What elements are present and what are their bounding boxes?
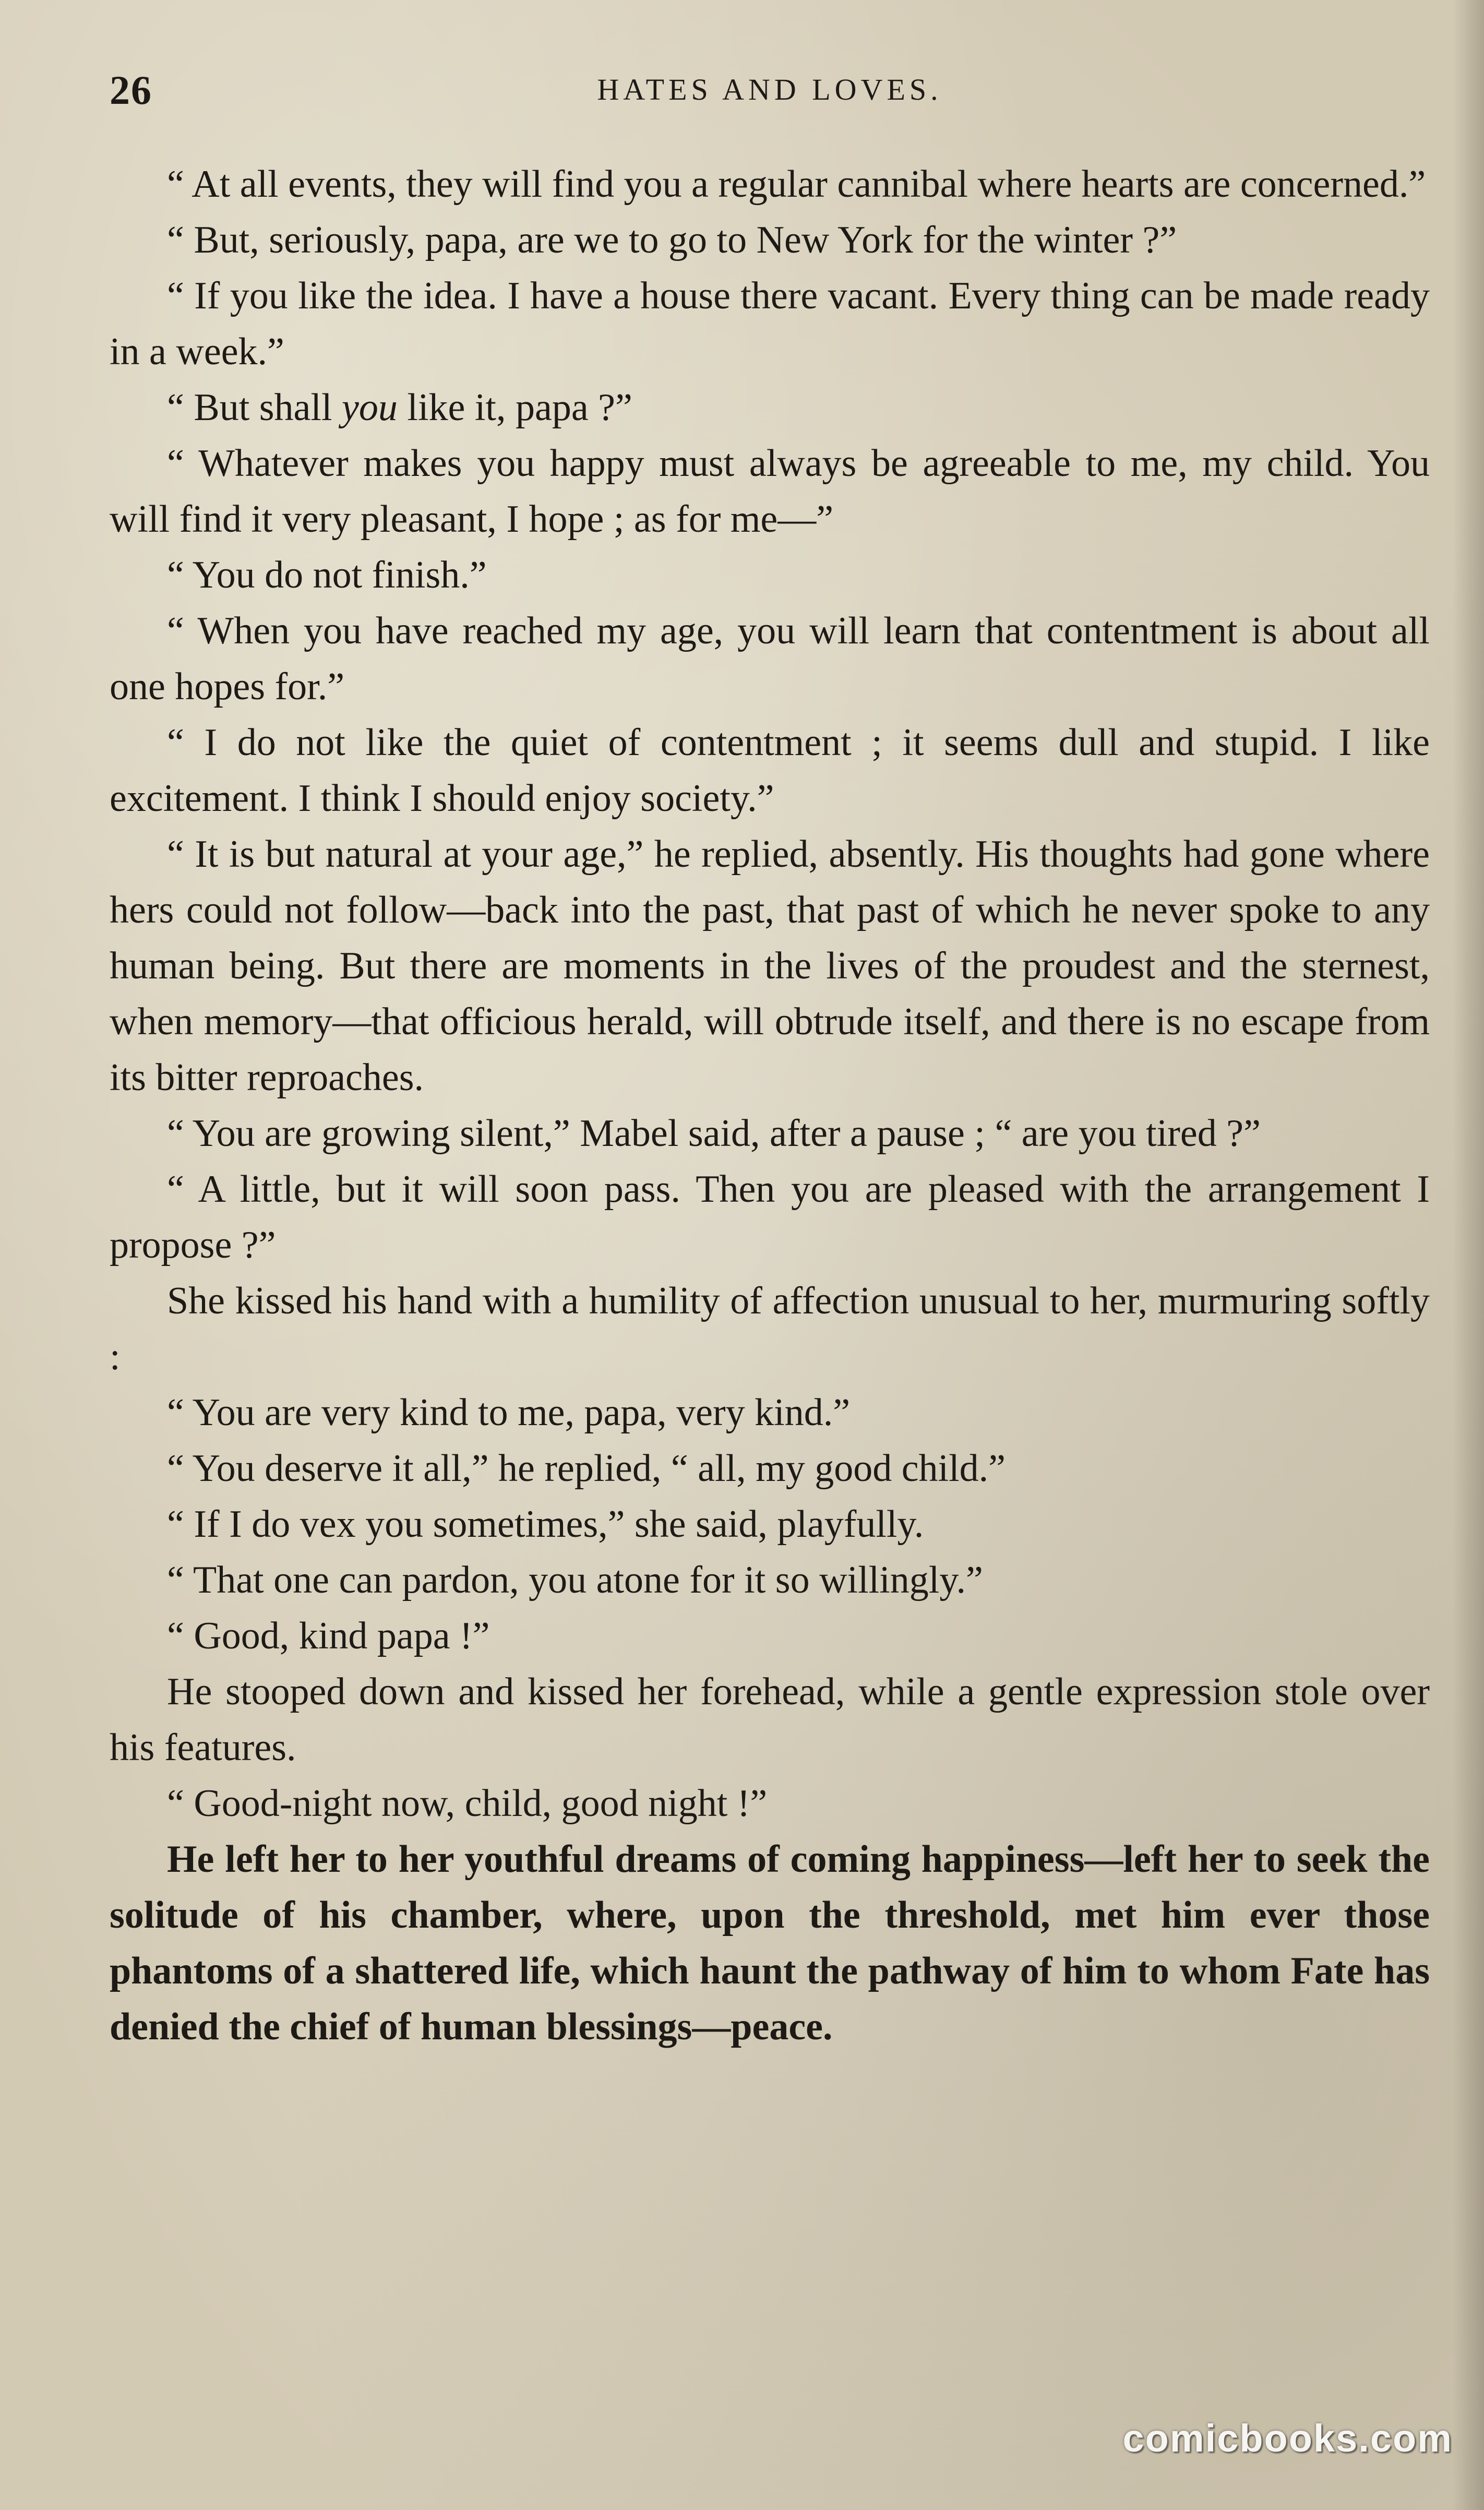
page-number: 26 — [110, 67, 152, 113]
paragraph: He stooped down and kissed her forehead, while a gentle expression stole over his features. — [110, 1670, 1430, 1769]
paragraph: “ But, seriously, papa, are we to go to New York for the winter ?” — [167, 219, 1177, 261]
paragraph: “ A little, but it will soon pass. Then you are pleased with the arrangement I propose ?” — [110, 1168, 1430, 1266]
emphasized-word: you — [342, 386, 398, 429]
body-text — [110, 157, 1430, 2055]
paragraph: “ Whatever makes you happy must always be agreeable to me, my child. You will find it very pleasant, I hope ; as for me—” — [110, 442, 1430, 541]
paragraph: “ At all events, they will find you a regular cannibal where hearts are concerned.” — [167, 163, 1426, 206]
paragraph: “ I do not like the quiet of contentment ; it seems dull and stupid. I like excitement. I think I should enjoy society.” — [110, 721, 1430, 820]
paragraph-text: “ But shall — [167, 386, 342, 429]
paragraph: “ It is but natural at your age,” he replied, absently. His thoughts had gone where hers could not follow—back into the past, that past of which he never spoke to any human being. But there are moments in the lives of the proudest and the sternest, when memory—that officious herald, will obtrude itself, and there is no escape from its bitter reproaches. — [110, 833, 1430, 1099]
paragraph: “ Good-night now, child, good night !” — [167, 1782, 768, 1825]
paragraph: “ Good, kind papa !” — [167, 1615, 490, 1657]
paragraph: She kissed his hand with a humility of affection unusual to her, murmuring softly : — [110, 1280, 1430, 1378]
watermark-text: comicbooks.com — [1122, 2417, 1453, 2460]
page-edge-shadow — [1453, 0, 1484, 2510]
paragraph: “ You deserve it all,” he replied, “ all, my good child.” — [167, 1447, 1006, 1490]
paragraph: “ When you have reached my age, you will learn that contentment is about all one hopes for.” — [110, 609, 1430, 708]
paragraph: “ That one can pardon, you atone for it so willingly.” — [167, 1559, 983, 1601]
paragraph: “ If you like the idea. I have a house there vacant. Every thing can be made ready in a week.” — [110, 274, 1430, 373]
paragraph-text: like it, papa ?” — [397, 386, 632, 429]
paragraph — [110, 380, 1430, 436]
paragraph: “ If I do vex you sometimes,” she said, playfully. — [167, 1503, 924, 1546]
page-header — [110, 67, 1430, 124]
paragraph: He left her to her youthful dreams of coming happiness—left her to seek the solitude of his chamber, where, upon the threshold, met him ever those phantoms of a shattered life, which haunt the pathway of him to whom Fate has denied the chief of human blessings—peace. — [110, 1838, 1430, 2048]
paragraph: “ You are growing silent,” Mabel said, after a pause ; “ are you tired ?” — [167, 1112, 1261, 1155]
paragraph: “ You do not finish.” — [167, 554, 487, 596]
running-title: HATES AND LOVES. — [597, 73, 942, 106]
paragraph: “ You are very kind to me, papa, very kind.” — [167, 1391, 851, 1434]
